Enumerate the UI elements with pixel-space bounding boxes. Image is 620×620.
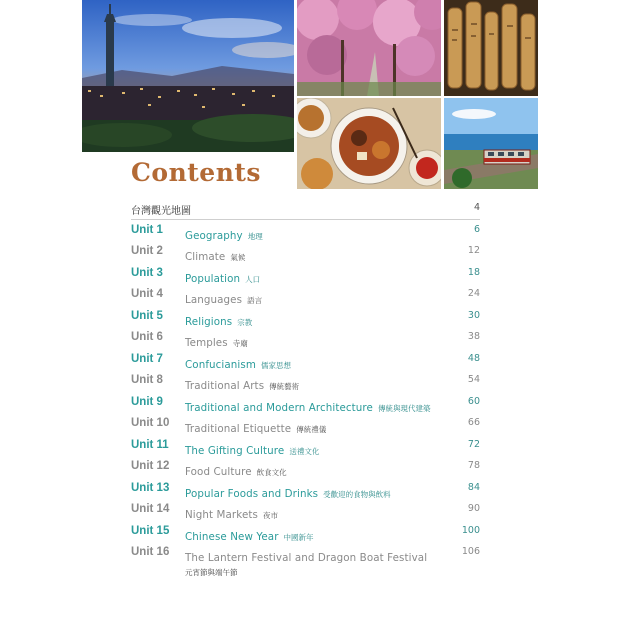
unit-title: Population bbox=[185, 272, 241, 285]
unit-label: Unit 13 bbox=[131, 481, 170, 494]
unit-label: Unit 15 bbox=[131, 524, 170, 537]
unit-label: Unit 11 bbox=[131, 438, 169, 451]
toc-row-unit-8[interactable] bbox=[131, 372, 480, 393]
unit-title-zh: 受歡迎的食物與飲料 bbox=[323, 489, 391, 499]
toc-row-unit-13[interactable] bbox=[131, 480, 480, 501]
toc-row-unit-2[interactable] bbox=[131, 243, 480, 264]
page-number: 90 bbox=[467, 503, 480, 515]
page-number: 100 bbox=[461, 524, 480, 536]
unit-title: Food Culture bbox=[185, 466, 252, 479]
unit-title-zh: 飲食文化 bbox=[256, 468, 287, 478]
page-number: 60 bbox=[467, 395, 480, 407]
unit-label: Unit 14 bbox=[131, 503, 170, 516]
unit-label: Unit 2 bbox=[131, 245, 163, 258]
unit-label: Unit 12 bbox=[131, 460, 170, 473]
toc-row-unit-3[interactable] bbox=[131, 265, 480, 286]
intro-page-number: 4 bbox=[473, 202, 480, 213]
unit-label: Unit 16 bbox=[131, 546, 170, 559]
page-number: 6 bbox=[473, 224, 480, 235]
page-number: 38 bbox=[467, 331, 480, 343]
unit-title-zh: 送禮文化 bbox=[289, 446, 320, 456]
toc-row-unit-16[interactable] bbox=[131, 544, 480, 578]
page-number: 66 bbox=[467, 417, 480, 429]
unit-title: Traditional Etiquette bbox=[185, 423, 292, 436]
page-number: 24 bbox=[467, 288, 480, 300]
unit-label: Unit 8 bbox=[131, 374, 163, 387]
page-number: 48 bbox=[467, 352, 480, 364]
cherry-blossom-photo bbox=[297, 0, 441, 96]
toc-row-unit-4[interactable] bbox=[131, 286, 480, 307]
unit-label: Unit 3 bbox=[131, 266, 163, 279]
unit-title-zh: 語言 bbox=[247, 296, 263, 306]
page-number: 78 bbox=[467, 460, 480, 472]
unit-title: Temples bbox=[185, 337, 228, 350]
page-number: 72 bbox=[467, 438, 480, 450]
unit-title: Popular Foods and Drinks bbox=[185, 487, 319, 500]
unit-title: Chinese New Year bbox=[185, 530, 279, 543]
unit-label: Unit 4 bbox=[131, 288, 163, 301]
unit-title: The Gifting Culture bbox=[185, 444, 285, 457]
toc-row-unit-9[interactable] bbox=[131, 394, 480, 415]
unit-title: Traditional Arts bbox=[185, 380, 265, 393]
unit-title-zh: 宗教 bbox=[237, 317, 253, 327]
unit-title-zh: 人口 bbox=[245, 274, 261, 284]
unit-title: Night Markets bbox=[185, 509, 258, 522]
unit-label: Unit 7 bbox=[131, 352, 163, 365]
toc-row-unit-11[interactable] bbox=[131, 437, 480, 458]
unit-title: Religions bbox=[185, 315, 233, 328]
unit-title-zh: 儒家思想 bbox=[260, 360, 291, 370]
intro-title: 台灣觀光地圖 bbox=[131, 206, 191, 217]
contents-heading: Contents bbox=[131, 158, 262, 187]
unit-title-zh: 元宵節與端午節 bbox=[185, 568, 238, 578]
toc-intro-row[interactable] bbox=[131, 202, 480, 216]
page-number: 30 bbox=[467, 309, 480, 321]
toc-row-unit-12[interactable] bbox=[131, 458, 480, 479]
page-number: 12 bbox=[467, 245, 480, 257]
unit-title-zh: 傳統藝術 bbox=[269, 382, 300, 392]
taiwanese-food-photo bbox=[297, 98, 441, 189]
unit-title: Climate bbox=[185, 251, 226, 264]
toc-row-unit-7[interactable] bbox=[131, 351, 480, 372]
unit-label: Unit 6 bbox=[131, 331, 163, 344]
unit-title-zh: 寺廟 bbox=[232, 339, 248, 349]
toc-row-unit-1[interactable] bbox=[131, 222, 480, 243]
unit-title: Languages bbox=[185, 294, 243, 307]
toc-row-unit-10[interactable] bbox=[131, 415, 480, 436]
bamboo-lantern-photo bbox=[444, 0, 538, 96]
unit-title-zh: 傳統禮儀 bbox=[296, 425, 327, 435]
unit-title: The Lantern Festival and Dragon Boat Festival bbox=[185, 552, 428, 565]
unit-label: Unit 9 bbox=[131, 395, 163, 408]
unit-title: Geography bbox=[185, 230, 243, 242]
unit-title-zh: 傳統與現代建築 bbox=[377, 403, 431, 413]
toc-row-unit-14[interactable] bbox=[131, 501, 480, 522]
unit-label: Unit 1 bbox=[131, 224, 163, 236]
coastal-train-photo bbox=[444, 98, 538, 189]
page-number: 106 bbox=[461, 546, 480, 558]
toc-row-unit-15[interactable] bbox=[131, 523, 480, 544]
page-number: 18 bbox=[467, 266, 480, 278]
unit-title-zh: 夜市 bbox=[263, 511, 278, 521]
unit-title: Confucianism bbox=[185, 358, 256, 371]
table-of-contents bbox=[131, 222, 480, 578]
toc-row-unit-6[interactable] bbox=[131, 329, 480, 350]
unit-label: Unit 5 bbox=[131, 309, 163, 322]
taipei-skyline-photo bbox=[82, 0, 294, 152]
unit-title-zh: 地理 bbox=[247, 232, 263, 241]
page-number: 54 bbox=[467, 374, 480, 386]
page-number: 84 bbox=[467, 481, 480, 493]
toc-row-unit-5[interactable] bbox=[131, 308, 480, 329]
divider bbox=[131, 219, 480, 220]
unit-title-zh: 中國新年 bbox=[283, 532, 314, 542]
unit-title-zh: 氣候 bbox=[230, 253, 246, 263]
unit-label: Unit 10 bbox=[131, 417, 170, 430]
unit-title: Traditional and Modern Architecture bbox=[185, 401, 373, 414]
